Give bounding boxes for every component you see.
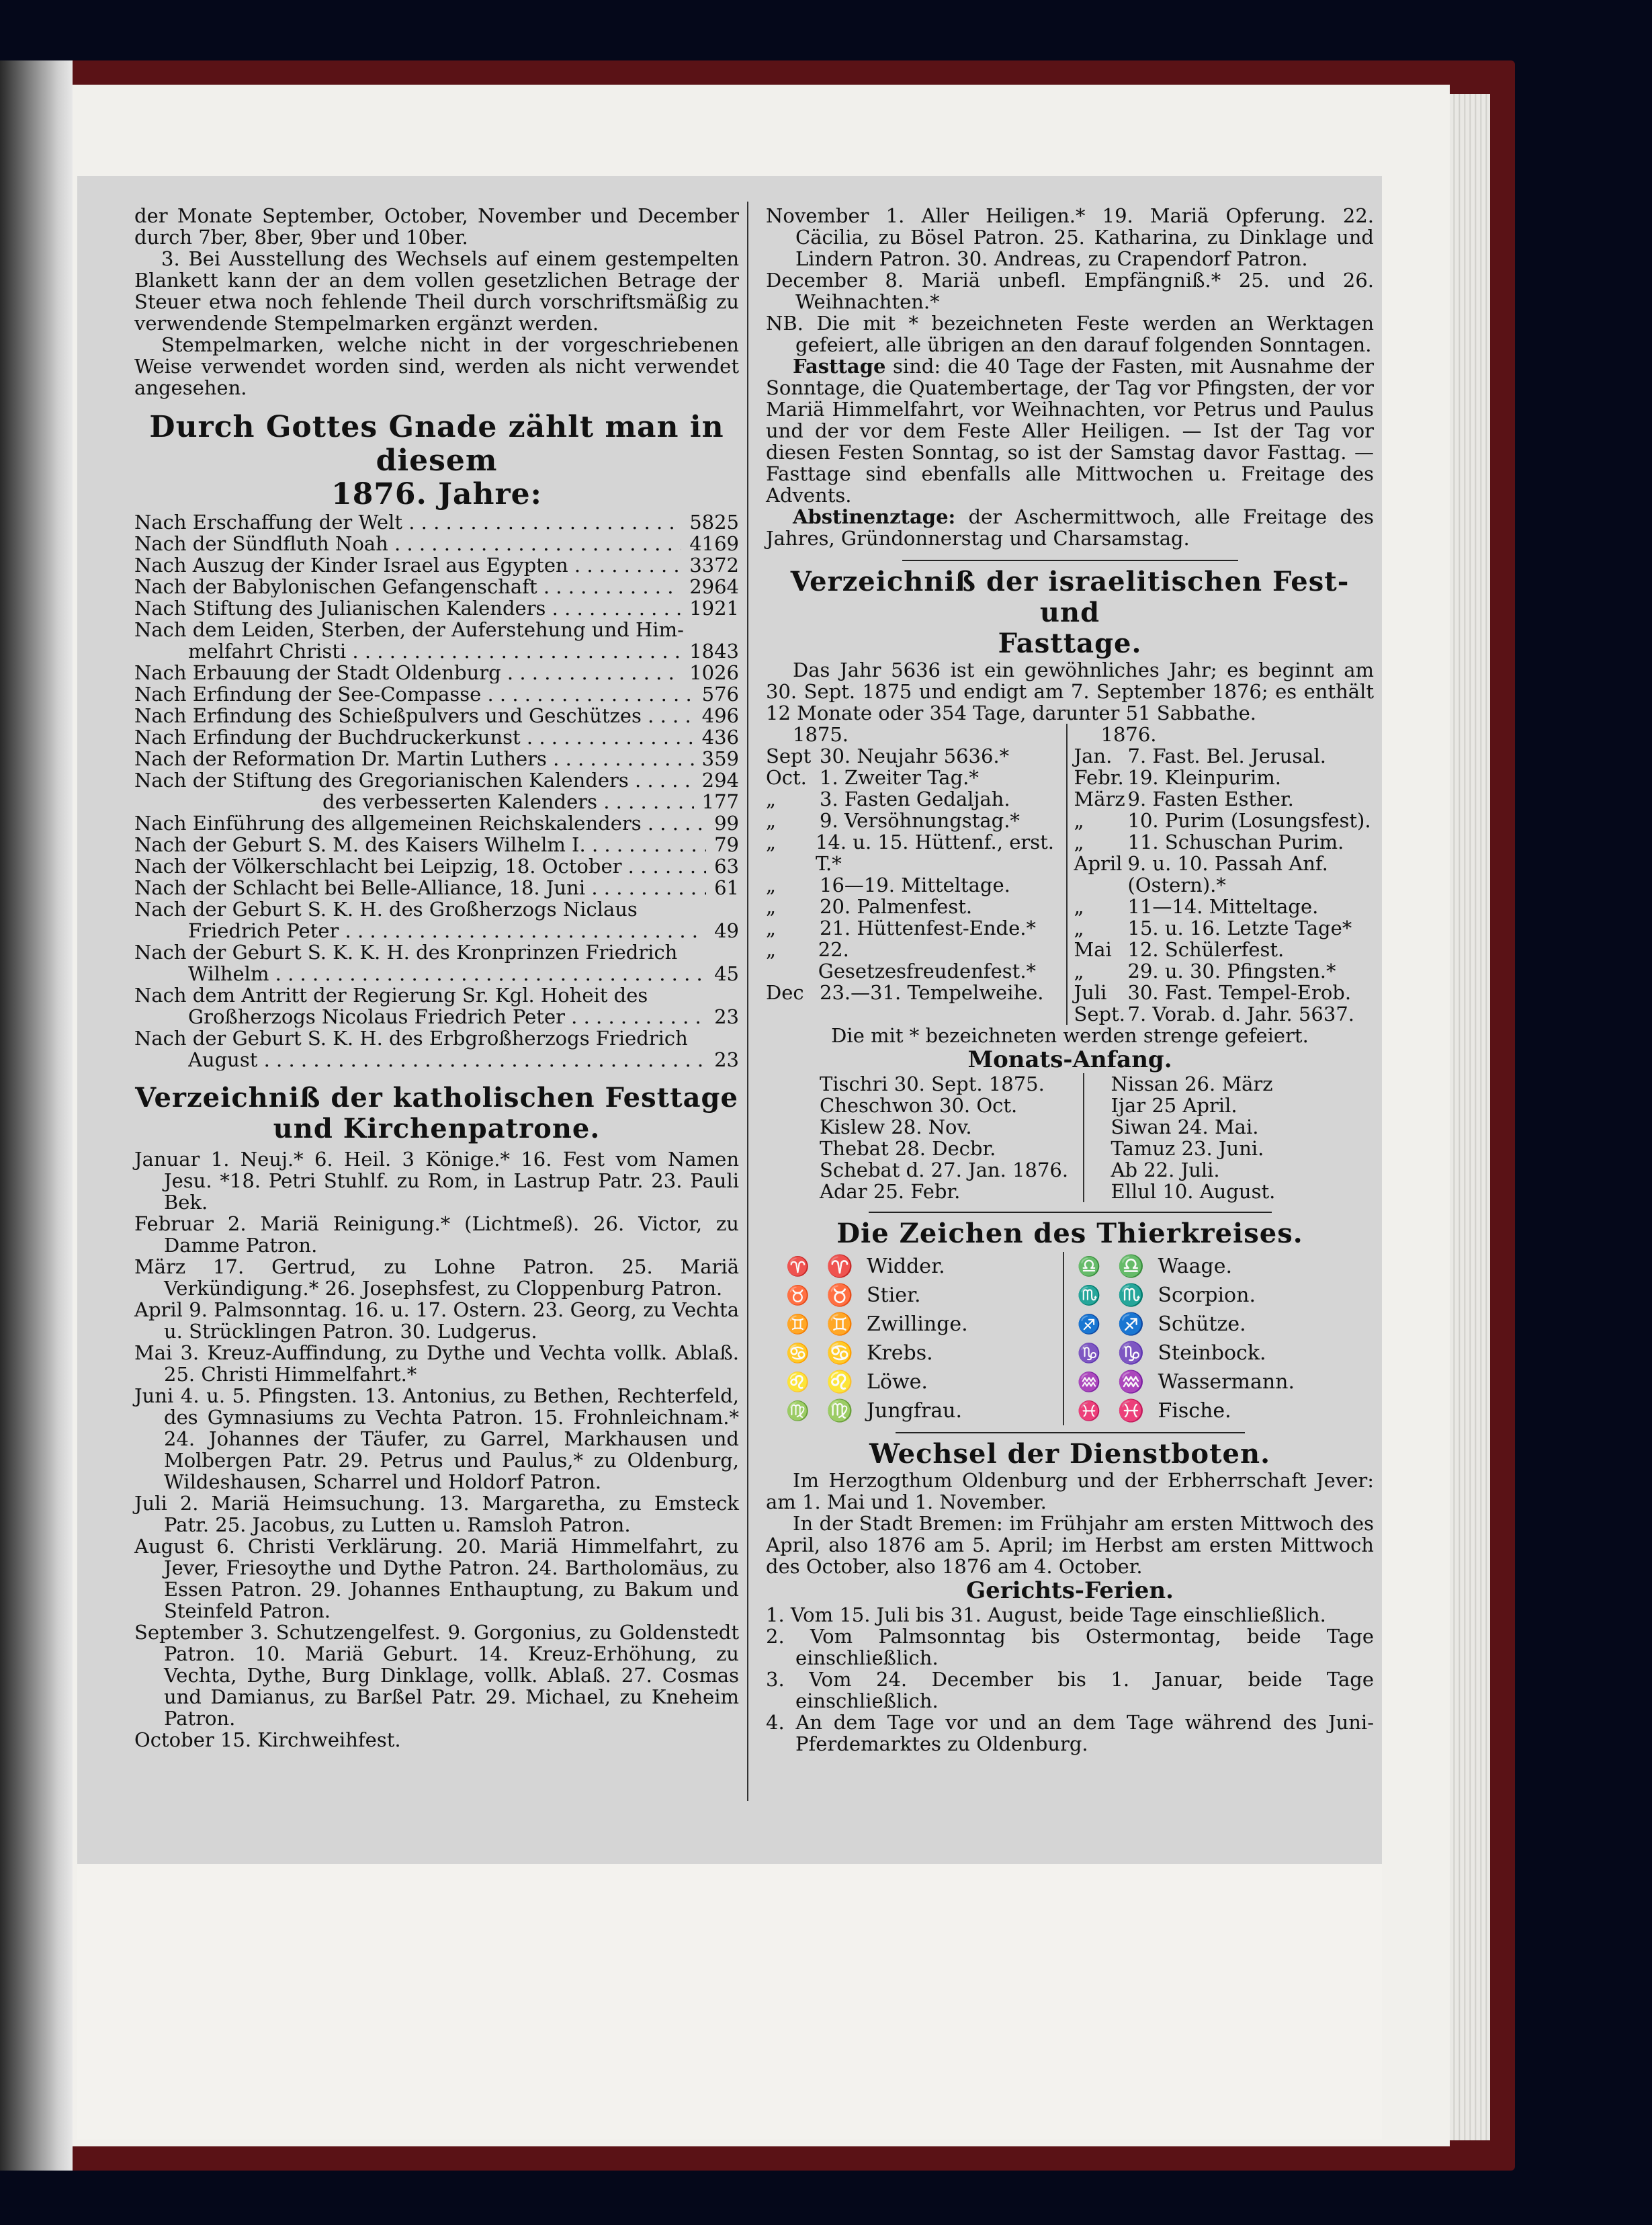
zodiac-symbol-icon: ♈ xyxy=(826,1253,853,1279)
zodiac-table xyxy=(786,1252,1354,1425)
jewish-row: Sept 30. Neujahr 5636.* xyxy=(766,745,1010,767)
section-rule xyxy=(896,1432,1245,1433)
monats-column-b xyxy=(1083,1073,1375,1202)
catholic-month-entry: Juli 2. Mariä Heimsuchung. 13. Margaretha, zu Emsteck Patr. 25. Jacobus, zu Lutten u. Ramsloh Patron. xyxy=(134,1492,739,1536)
jewish-row: „ 16—19. Mitteltage. xyxy=(766,874,1010,896)
intro-paragraph-2: 3. Bei Ausstellung des Wechsels auf einem gestempelten Blankett kann der an dem vollen gesetzlichen Betrage der Steuer etwa noch fehlende Theil durch vorschriftsmäßig zu verwendende Stempelmarken ergänzt werden. xyxy=(134,247,739,335)
right-column xyxy=(766,205,1374,1755)
jewish-row: „ 11. Schuschan Purim. xyxy=(1074,831,1344,853)
years-row: melfahrt Christi . . . 1843 xyxy=(134,640,739,662)
zodiac-row: ♑ ♑ Steinbock. xyxy=(1078,1339,1354,1368)
years-row: Friedrich Peter . . . 49 xyxy=(134,920,739,941)
catholic-heading: Verzeichniß der katholischen Festtage xyxy=(135,1082,738,1114)
jewish-row: „ 14. u. 15. Hüttenf., erst. T.* xyxy=(766,831,1054,875)
jewish-row: „ 9. Versöhnungstag.* xyxy=(766,809,1020,832)
monats-row: Adar 25. Febr. xyxy=(820,1180,961,1203)
dienst-heading: Wechsel der Dienstboten. xyxy=(869,1438,1271,1470)
jewish-row: „ 11—14. Mitteltage. xyxy=(1074,895,1319,918)
dienst-paragraph: In der Stadt Bremen: im Frühjahr am ersten Mittwoch des April, also 1876 am 5. April; im Herbst am ersten Mittwoch des October, also 1876 am 4. October. xyxy=(766,1512,1374,1578)
catholic-month-entry: Juni 4. u. 5. Pfingsten. 13. Antonius, zu Bethen, Rechterfeld, des Gymnasiums zu Vechta Patron. 15. Frohnleichnam.* 24. Johannes der Täufer, zu Garrel, Markhausen und Molbergen Patr. 29. Petrus und Paulus,* zu Oldenburg, Wildeshausen, Scharrel und Holdorf Patron. xyxy=(134,1384,739,1493)
zodiac-picture-icon: ♏ xyxy=(1077,1284,1101,1306)
jewish-row: „ 20. Palmenfest. xyxy=(766,895,973,918)
monats-row: Schebat d. 27. Jan. 1876. xyxy=(820,1159,1069,1181)
jewish-row: „ 15. u. 16. Letzte Tage* xyxy=(1074,917,1352,939)
monats-heading: Monats-Anfang. xyxy=(967,1046,1172,1073)
years-row: Nach der Babylonischen Gefangenschaft . . . 2964 xyxy=(134,576,739,597)
jewish-row: Sept. 7. Vorab. d. Jahr. 5637. xyxy=(1074,1003,1355,1025)
jewish-row: (Ostern).* xyxy=(1127,874,1226,896)
zodiac-row: ♊ ♊ Zwillinge. xyxy=(786,1310,1063,1339)
zodiac-row: ♓ ♓ Fische. xyxy=(1078,1396,1354,1425)
zodiac-symbol-icon: ♓ xyxy=(1117,1398,1145,1423)
zodiac-picture-icon: ♊ xyxy=(786,1313,810,1335)
jewish-row: „ 22. Gesetzesfreudenfest.* xyxy=(766,938,1037,982)
catholic-month-entry: April 9. Palmsonntag. 16. u. 17. Ostern. 23. Georg, zu Vechta u. Strücklingen Patron. 30. Ludgerus. xyxy=(134,1298,739,1343)
zodiac-column-b xyxy=(1063,1252,1354,1425)
book-spine xyxy=(0,60,73,2171)
zodiac-row: ♎ ♎ Waage. xyxy=(1078,1252,1354,1281)
intro-paragraph-1: der Monate September, October, November und December durch 7ber, 8ber, 9ber und 10ber. xyxy=(134,204,739,249)
zodiac-row: ♈ ♈ Widder. xyxy=(786,1252,1063,1281)
blank-page-area xyxy=(77,1864,1382,2140)
years-row-text: Nach dem Leiden, Sterben, der Auferstehung und Him- xyxy=(134,618,684,641)
abstinenz-label: Abstinenztage: xyxy=(793,505,956,528)
zodiac-symbol-icon: ♏ xyxy=(1117,1282,1145,1308)
zodiac-row: ♉ ♉ Stier. xyxy=(786,1281,1063,1310)
fasttage-text: sind: die 40 Tage der Fasten, mit Ausnahme der Sonntage, die Quatembertage, der Tag vor Pfingsten, der vor Mariä Himmelfahrt, vor Weihnachten, vor Petrus und Paulus und der vor dem Feste Aller Heiligen. — Ist der Tag vor diesen Festen Sonntag, so ist der Samstag davor Fasttag. — Fasttage sind ebenfalls alle Mittwochen u. Freitage des Advents. xyxy=(766,355,1375,507)
catholic-month-entry: August 6. Christi Verklärung. 20. Mariä Himmelfahrt, zu Jever, Friesoythe und Dythe Patron. 24. Bartholomäus, zu Essen Patron. 29. Johannes Enthauptung, zu Bakum und Steinfeld Patron. xyxy=(134,1535,739,1622)
zodiac-symbol-icon: ♍ xyxy=(826,1398,853,1423)
intro-paragraph-3: Stempelmarken, welche nicht in der vorgeschriebenen Weise verwendet worden sind, werden als nicht verwendet angesehen. xyxy=(134,333,739,399)
abstinenz-text: der Aschermittwoch, alle Freitage des Jahres, Gründonnerstag und Charsamstag. xyxy=(766,505,1375,550)
jewish-heading: Verzeichniß der israelitischen Fest- und xyxy=(790,566,1350,628)
jewish-note: Die mit * bezeichneten werden strenge gefeiert. xyxy=(831,1024,1309,1047)
jewish-year-1875: 1875. xyxy=(793,723,849,746)
zodiac-picture-icon: ♒ xyxy=(1077,1371,1101,1393)
catholic-heading-sub: und Kirchenpatrone. xyxy=(273,1113,601,1144)
zodiac-row: ♍ ♍ Jungfrau. xyxy=(786,1396,1063,1425)
jewish-heading-sub: Fasttage. xyxy=(998,628,1142,659)
years-row: August . . . 23 xyxy=(134,1049,739,1070)
catholic-month-entry: September 3. Schutzengelfest. 9. Gorgonius, zu Goldenstedt Patron. 10. Mariä Geburt. 14. Kreuz-Erhöhung, zu Vechta, Dythe, Burg Dinklage, vollk. Ablaß. 27. Cosmas und Damianus, zu Barßel Patr. 29. Michael, zu Kneheim Patron. xyxy=(134,1621,739,1730)
monats-row: Thebat 28. Decbr. xyxy=(820,1137,996,1160)
years-heading: Durch Gottes Gnade zählt man in diesem xyxy=(149,410,724,478)
fasttage-label: Fasttage xyxy=(793,355,886,378)
years-row: Nach der Sündfluth Noah . . . 4169 xyxy=(134,533,739,554)
monats-row: Cheschwon 30. Oct. xyxy=(820,1094,1018,1117)
years-heading-year: 1876. Jahre: xyxy=(331,477,542,511)
section-rule xyxy=(869,1212,1272,1213)
zodiac-symbol-icon: ♌ xyxy=(826,1369,853,1394)
zodiac-picture-icon: ♈ xyxy=(786,1255,810,1277)
jewish-row: Oct. 1. Zweiter Tag.* xyxy=(766,766,979,789)
jewish-row: Dec 23.—31. Tempelweihe. xyxy=(766,981,1044,1004)
zodiac-row: ♋ ♋ Krebs. xyxy=(786,1339,1063,1368)
years-row: Nach der Geburt S. M. des Kaisers Wilhelm I. . . . 79 xyxy=(134,834,739,855)
left-column xyxy=(134,205,739,1751)
years-list xyxy=(134,511,739,1070)
column-divider xyxy=(747,202,748,1801)
jewish-year-1876: 1876. xyxy=(1100,723,1157,746)
fasttage-paragraph xyxy=(766,355,1374,506)
years-row-text: Nach der Geburt S. K. K. H. des Kronprinzen Friedrich xyxy=(134,941,678,964)
zodiac-picture-icon: ♑ xyxy=(1077,1342,1101,1364)
catholic-month-entry: December 8. Mariä unbefl. Empfängniß.* 25. und 26. Weihnachten.* xyxy=(766,269,1374,313)
abstinenz-paragraph xyxy=(766,506,1374,549)
years-row-text: Nach der Geburt S. K. H. des Erbgroßherzogs Friedrich xyxy=(134,1027,688,1050)
monats-column-a xyxy=(820,1073,1083,1202)
years-row: Nach Erbauung der Stadt Oldenburg . . . 1026 xyxy=(134,662,739,683)
zodiac-column-a xyxy=(786,1252,1063,1425)
years-row: Nach Erfindung der See-Compasse . . . 576 xyxy=(134,683,739,705)
monats-row: Ellul 10. August. xyxy=(1111,1180,1276,1203)
jewish-row: Juli 30. Fast. Tempel-Erob. xyxy=(1074,981,1352,1004)
zodiac-picture-icon: ♌ xyxy=(786,1371,810,1393)
monats-row: Ab 22. Juli. xyxy=(1111,1159,1220,1181)
years-row: des verbesserten Kalenders . . . 177 xyxy=(134,791,739,812)
years-row: Nach der Schlacht bei Belle-Alliance, 18. Juni . . . 61 xyxy=(134,877,739,898)
years-row: Nach der Reformation Dr. Martin Luthers . . . 359 xyxy=(134,748,739,769)
years-row: Nach Erfindung des Schießpulvers und Geschützes . . . 496 xyxy=(134,705,739,726)
zodiac-symbol-icon: ♒ xyxy=(1117,1369,1145,1394)
zodiac-row: ♌ ♌ Löwe. xyxy=(786,1368,1063,1396)
jewish-row: „ 3. Fasten Gedaljah. xyxy=(766,788,1010,810)
years-row: Nach der Stiftung des Gregorianischen Kalenders . . . 294 xyxy=(134,769,739,791)
jewish-row: April 9. u. 10. Passah Anf. xyxy=(1074,852,1328,875)
jewish-row: Mai 12. Schülerfest. xyxy=(1074,938,1285,961)
catholic-month-entry: October 15. Kirchweihfest. xyxy=(134,1728,401,1751)
zodiac-row: ♏ ♏ Scorpion. xyxy=(1078,1281,1354,1310)
zodiac-picture-icon: ♉ xyxy=(786,1284,810,1306)
monats-row: Nissan 26. März xyxy=(1111,1073,1273,1095)
years-row: Nach Auszug der Kinder Israel aus Egypten . . . 3372 xyxy=(134,554,739,576)
zodiac-picture-icon: ♋ xyxy=(786,1342,810,1364)
catholic-month-entry: Mai 3. Kreuz-Auffindung, zu Dythe und Vechta vollk. Ablaß. 25. Christi Himmelfahrt.* xyxy=(134,1341,739,1386)
jewish-row: Febr. 19. Kleinpurim. xyxy=(1074,766,1281,789)
ferien-heading: Gerichts-Ferien. xyxy=(966,1577,1174,1604)
years-row: Nach Stiftung des Julianischen Kalenders . . . 1921 xyxy=(134,597,739,619)
monats-row: Tischri 30. Sept. 1875. xyxy=(820,1073,1045,1095)
jewish-row: „ 29. u. 30. Pfingsten.* xyxy=(1074,960,1336,982)
page-edges xyxy=(1450,94,1490,2140)
zodiac-picture-icon: ♐ xyxy=(1077,1313,1101,1335)
years-row: Nach Einführung des allgemeinen Reichskalenders . . . 99 xyxy=(134,812,739,834)
monats-row: Kislew 28. Nov. xyxy=(820,1116,972,1138)
years-row: Wilhelm . . . 45 xyxy=(134,963,739,984)
years-row: Großherzogs Nicolaus Friedrich Peter . . . 23 xyxy=(134,1006,739,1027)
zodiac-symbol-icon: ♎ xyxy=(1117,1253,1145,1279)
jewish-row: März 9. Fasten Esther. xyxy=(1074,788,1294,810)
catholic-month-entry: November 1. Aller Heiligen.* 19. Mariä Opferung. 22. Cäcilia, zu Bösel Patron. 25. Katharina, zu Dinklage und Lindern Patron. 30. Andreas, zu Crapendorf Patron. xyxy=(766,204,1374,270)
zodiac-picture-icon: ♓ xyxy=(1077,1400,1101,1422)
zodiac-symbol-icon: ♑ xyxy=(1117,1340,1145,1366)
monats-row: Siwan 24. Mai. xyxy=(1111,1116,1259,1138)
zodiac-picture-icon: ♎ xyxy=(1077,1255,1101,1277)
jewish-calendar-table xyxy=(766,724,1374,1025)
zodiac-symbol-icon: ♉ xyxy=(826,1282,853,1308)
monats-row: Tamuz 23. Juni. xyxy=(1111,1137,1264,1160)
ferien-item: 3. Vom 24. December bis 1. Januar, beide Tage einschließlich. xyxy=(766,1668,1374,1712)
ferien-item: 2. Vom Palmsonntag bis Ostermontag, beide Tage einschließlich. xyxy=(766,1625,1374,1669)
zodiac-heading: Die Zeichen des Thierkreises. xyxy=(836,1218,1303,1249)
ferien-item: 1. Vom 15. Juli bis 31. August, beide Tage einschließlich. xyxy=(766,1603,1326,1626)
zodiac-row: ♒ ♒ Wassermann. xyxy=(1078,1368,1354,1396)
monats-table xyxy=(766,1073,1374,1202)
years-row: Nach der Völkerschlacht bei Leipzig, 18. October . . . 63 xyxy=(134,855,739,877)
ferien-item: 4. An dem Tage vor und an dem Tage während des Juni-Pferdemarktes zu Oldenburg. xyxy=(766,1711,1374,1755)
years-row: Nach Erfindung der Buchdruckerkunst . . . 436 xyxy=(134,726,739,748)
jewish-column-1876 xyxy=(1066,724,1375,1025)
years-row: Nach Erschaffung der Welt . . . 5825 xyxy=(134,511,739,533)
monats-row: Ijar 25 April. xyxy=(1111,1094,1237,1117)
zodiac-symbol-icon: ♊ xyxy=(826,1311,853,1337)
catholic-month-entry: Januar 1. Neuj.* 6. Heil. 3 Könige.* 16. Fest vom Namen Jesu. *18. Petri Stuhlf. zu Rom, in Lastrup Patr. 23. Pauli Bek. xyxy=(134,1148,739,1214)
jewish-row: „ 10. Purim (Losungsfest). xyxy=(1074,809,1371,832)
years-row-text: Nach der Geburt S. K. H. des Großherzogs Niclaus xyxy=(134,898,638,921)
jewish-intro: Das Jahr 5636 ist ein gewöhnliches Jahr; es beginnt am 30. Sept. 1875 und endigt am 7. September 1876; es enthält 12 Monate oder 354 Tage, darunter 51 Sabbathe. xyxy=(766,659,1374,724)
section-rule xyxy=(902,560,1238,561)
jewish-row: „ 21. Hüttenfest-Ende.* xyxy=(766,917,1036,939)
zodiac-picture-icon: ♍ xyxy=(786,1400,810,1422)
dienst-paragraph: Im Herzogthum Oldenburg und der Erbherrschaft Jever: am 1. Mai und 1. November. xyxy=(766,1469,1374,1513)
years-row-text: Nach dem Antritt der Regierung Sr. Kgl. Hoheit des xyxy=(134,984,648,1007)
jewish-column-1875 xyxy=(766,724,1066,1025)
zodiac-symbol-icon: ♐ xyxy=(1117,1311,1145,1337)
zodiac-row: ♐ ♐ Schütze. xyxy=(1078,1310,1354,1339)
catholic-month-entry: März 17. Gertrud, zu Lohne Patron. 25. Mariä Verkündigung.* 26. Josephsfest, zu Cloppenburg Patron. xyxy=(134,1255,739,1300)
catholic-note: NB. Die mit * bezeichneten Feste werden an Werktagen gefeiert, alle übrigen an den darauf folgenden Sonntagen. xyxy=(766,312,1374,356)
jewish-row: Jan. 7. Fast. Bel. Jerusal. xyxy=(1074,745,1326,767)
catholic-month-entry: Februar 2. Mariä Reinigung.* (Lichtmeß). 26. Victor, zu Damme Patron. xyxy=(134,1212,739,1257)
zodiac-symbol-icon: ♋ xyxy=(826,1340,853,1366)
